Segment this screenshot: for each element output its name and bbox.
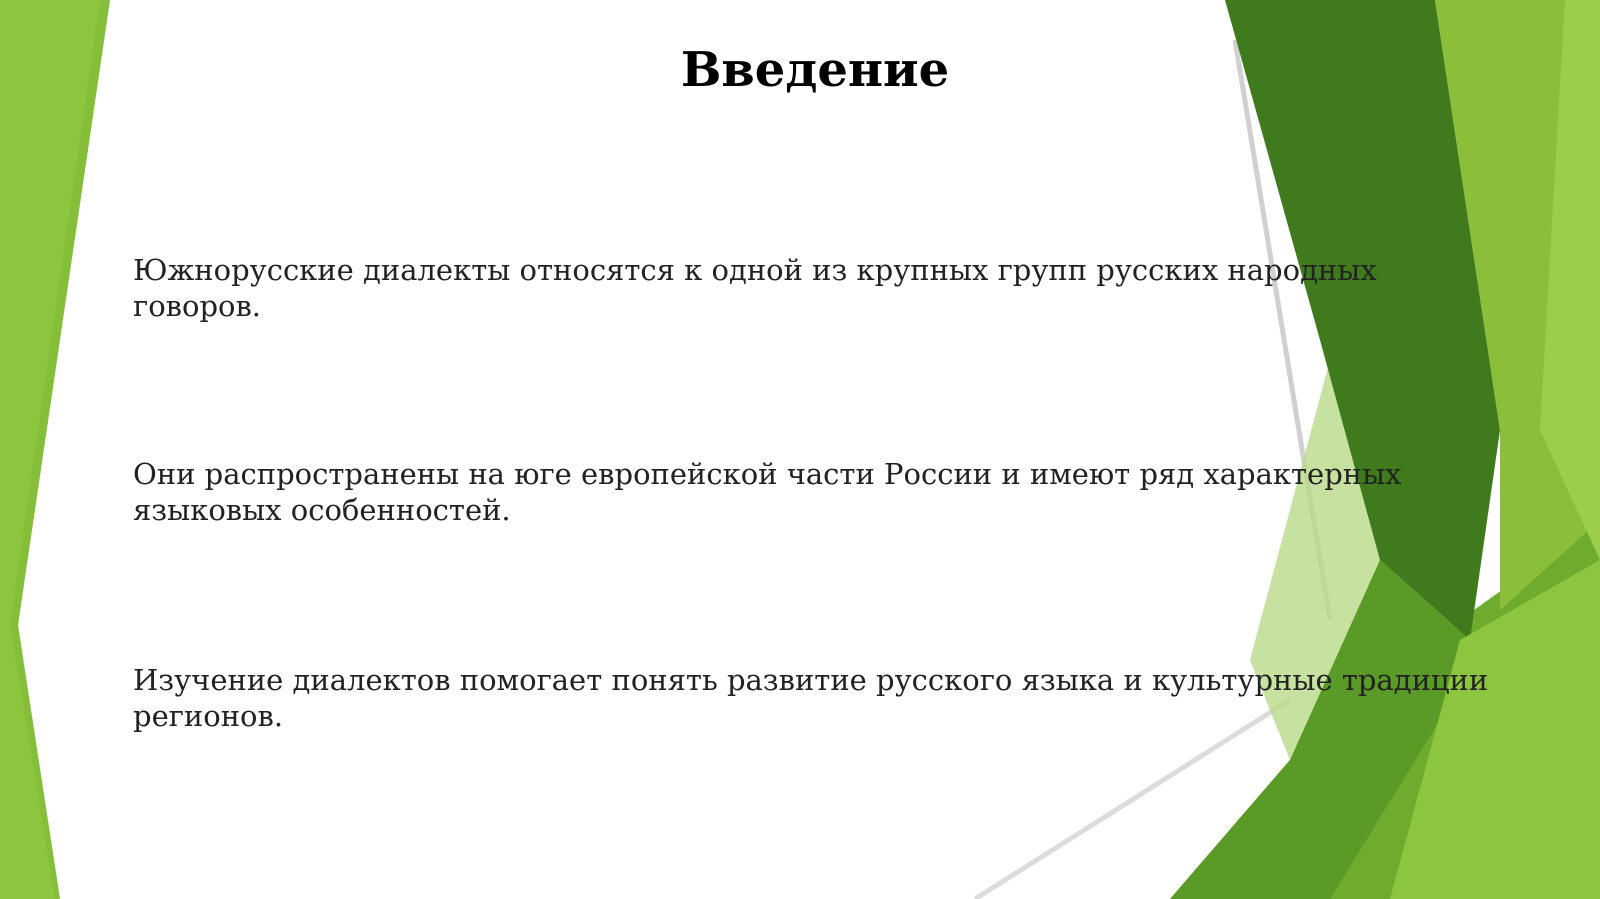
paragraph-2-line-1: Они распространены на юге европейской части России и имеют ряд характерных (133, 457, 1402, 491)
paragraph-1-line-1: Южнорусские диалекты относятся к одной из крупных групп русских народных (133, 253, 1377, 287)
paragraph-1 (133, 252, 1377, 324)
paragraph-3 (133, 662, 1503, 734)
slide-title: Введение (680, 42, 950, 98)
paragraph-3-line-1: Изучение диалектов помогает понять развитие русского языка и культурные традиции (133, 663, 1489, 697)
paragraph-3-line-2: регионов. (133, 699, 284, 733)
paragraph-2 (133, 456, 1433, 528)
paragraph-2-line-2: языковых особенностей. (133, 493, 511, 527)
left-green-shape (0, 0, 110, 899)
paragraph-1-line-2: говоров. (133, 289, 262, 323)
